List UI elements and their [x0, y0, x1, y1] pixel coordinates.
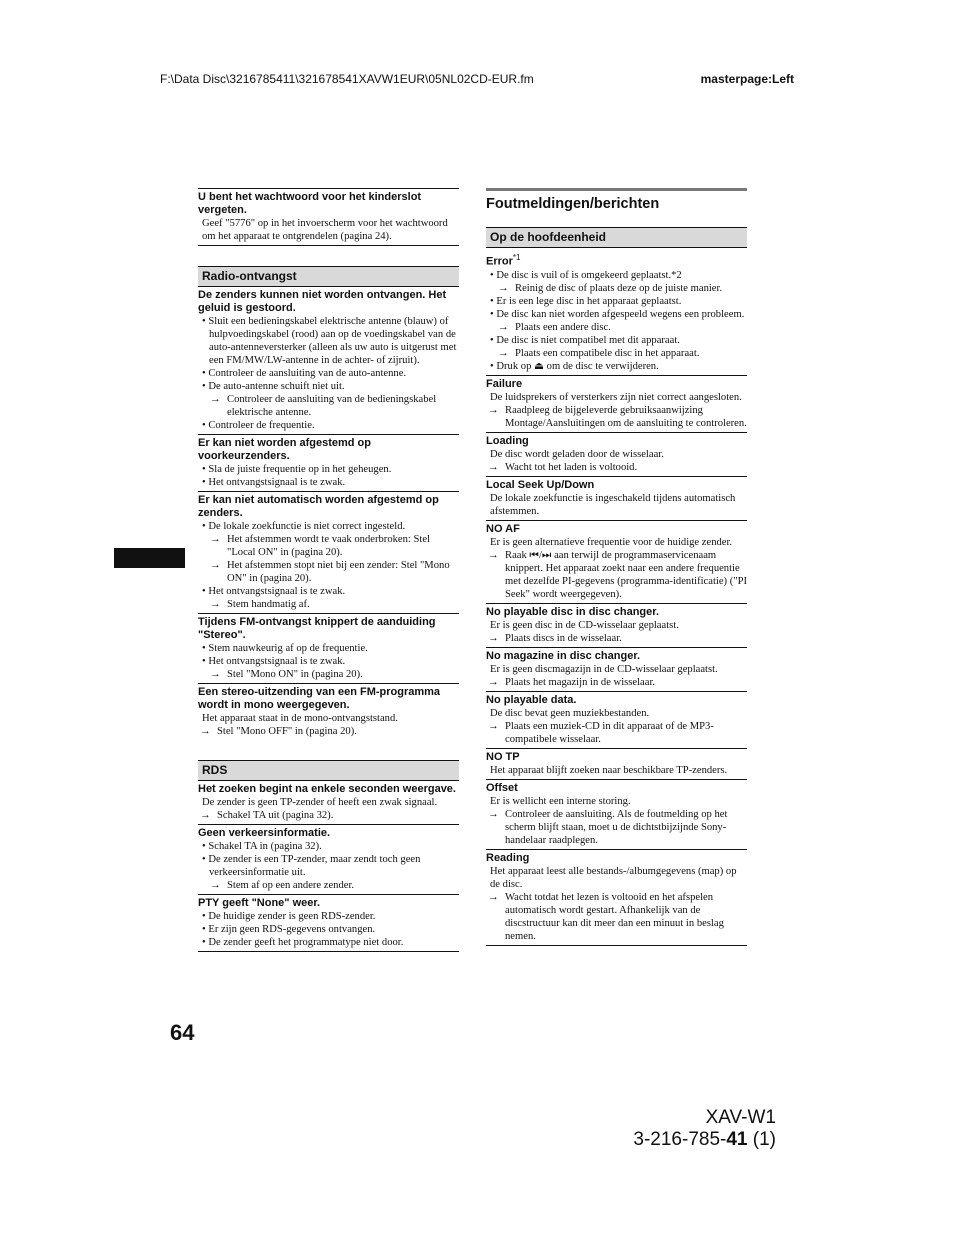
entry-desc: Er is geen disc in de CD-wisselaar geplaatst.	[490, 619, 679, 631]
entry	[198, 683, 459, 740]
action-item: → Het afstemmen stopt niet bij een zender: Stel "Mono ON" in (pagina 20).	[198, 559, 459, 585]
action-item: → Stem handmatig af.	[198, 598, 459, 611]
file-path: F:\Data Disc\3216785411\321678541XAVW1EUR\05NL02CD-EUR.fm	[160, 72, 534, 86]
entry	[486, 849, 747, 945]
entry-title: Offset	[486, 781, 518, 794]
action-item: → Wacht totdat het lezen is voltooid en het afspelen automatisch wordt gestart. Afhankelijk van de discstructuur kan dit meer dan een minuut in beslag nemen.	[486, 891, 747, 943]
entry	[198, 894, 459, 951]
page-number: 64	[170, 1020, 195, 1045]
action-item: → Stel "Mono OFF" in (pagina 20).	[198, 725, 459, 738]
entry-title: NO TP	[486, 750, 520, 763]
entry-title: Het zoeken begint na enkele seconden weergave.	[198, 783, 456, 795]
action-item: → Het afstemmen wordt te vaak onderbroken: Stel "Local ON" in (pagina 20).	[198, 533, 459, 559]
rule	[198, 951, 459, 952]
list-item: • Sluit een bedieningskabel elektrische antenne (blauw) of hulpvoedingskabel (rood) aan op de voedingskabel van de auto-antenneversterker (alleen als uw auto is uitgerust met een FM/MW/LW-antenne in de achter- of zijruit).	[198, 315, 459, 367]
list-item: • De zender geeft het programmatype niet door.	[198, 936, 459, 949]
list-item: • De disc is vuil of is omgekeerd geplaatst.*2	[486, 269, 747, 282]
list-item: • De auto-antenne schuift niet uit.	[198, 380, 459, 393]
section-tab-marker	[114, 548, 185, 568]
rule	[198, 245, 459, 246]
section-title: Radio-ontvangst	[198, 266, 459, 287]
entry-title: Geen verkeersinformatie.	[198, 827, 331, 839]
entry	[198, 491, 459, 613]
action-item: → Plaats het magazijn in de wisselaar.	[486, 676, 747, 689]
action-item: → Controleer de aansluiting van de bedieningskabel elektrische antenne.	[198, 393, 459, 419]
action-item: → Plaats discs in de wisselaar.	[486, 632, 747, 645]
list-item: • Controleer de frequentie.	[198, 419, 459, 432]
entry	[486, 432, 747, 476]
entry-title: Een stereo-uitzending van een FM-programma wordt in mono weergegeven.	[198, 686, 441, 711]
entry	[198, 781, 459, 824]
entry-title: No playable disc in disc changer.	[486, 605, 660, 618]
action-item: → Schakel TA uit (pagina 32).	[198, 809, 459, 822]
entry-title: No magazine in disc changer.	[486, 649, 641, 662]
action-item: → Controleer de aansluiting. Als de foutmelding op het scherm blijft staan, moet u de dichtstbijzijnde Sony-handelaar raadplegen.	[486, 808, 747, 847]
entry-title: Reading	[486, 851, 530, 864]
action-item: → Wacht tot het laden is voltooid.	[486, 461, 747, 474]
entry-desc: De zender is geen TP-zender of heeft een zwak signaal.	[202, 797, 438, 808]
model-name: XAV-W1	[705, 1107, 776, 1128]
entry-desc: Het apparaat leest alle bestands-/albumgegevens (map) op de disc.	[490, 865, 737, 890]
entry	[486, 248, 747, 375]
entry-desc: Er is geen alternatieve frequentie voor de huidige zender.	[490, 536, 733, 548]
entry-title: Local Seek Up/Down	[486, 478, 595, 491]
entry-title: Error$^{*1}$	[486, 253, 521, 268]
rule	[486, 945, 747, 946]
entry-title: De zenders kunnen niet worden ontvangen. Het geluid is gestoord.	[198, 289, 447, 314]
list-item: • Druk op ⏏ om de disc te verwijderen.	[486, 360, 747, 373]
entry-title: Loading	[486, 434, 529, 447]
entry-title: NO AF	[486, 522, 520, 535]
list-item: • De zender is een TP-zender, maar zendt toch geen verkeersinformatie uit.	[198, 853, 459, 879]
action-item: → Raadpleeg de bijgeleverde gebruiksaanwijzing Montage/Aansluitingen om de aansluiting te controleren.	[486, 404, 747, 430]
entry-desc: De disc wordt geladen door de wisselaar.	[490, 448, 664, 460]
entry	[486, 375, 747, 432]
entry	[486, 779, 747, 849]
list-item: • De disc kan niet worden afgespeeld wegens een probleem.	[486, 308, 747, 321]
entry-desc: Er is wellicht een interne storing.	[490, 795, 631, 807]
list-item: • Het ontvangstsignaal is te zwak.	[198, 585, 459, 598]
entry	[486, 647, 747, 691]
list-item: • Schakel TA in (pagina 32).	[198, 840, 459, 853]
entry-title: Tijdens FM-ontvangst knippert de aanduiding "Stereo".	[198, 616, 436, 641]
entry	[198, 824, 459, 894]
section-title: Op de hoofdeenheid	[486, 227, 747, 248]
left-column	[198, 188, 459, 952]
entry	[486, 520, 747, 603]
entry	[486, 476, 747, 520]
entry	[198, 613, 459, 683]
list-item: • De lokale zoekfunctie is niet correct ingesteld.	[198, 520, 459, 533]
list-item: • Controleer de aansluiting van de auto-antenne.	[198, 367, 459, 380]
action-item: → Plaats een andere disc.	[486, 321, 747, 334]
model-info	[633, 1107, 776, 1151]
action-item: → Raak ⏮/⏭ aan terwijl de programmaservicenaam knippert. Het apparaat zoekt naar een andere frequentie met dezelfde PI-gegevens (programma-identificatie) ("PI Seek" wordt weergegeven).	[486, 549, 747, 601]
list-item: • Het ontvangstsignaal is te zwak.	[198, 476, 459, 489]
entry-title: Er kan niet automatisch worden afgestemd op zenders.	[198, 494, 439, 519]
action-item: → Reinig de disc of plaats deze op de juiste manier.	[486, 282, 747, 295]
entry	[198, 287, 459, 434]
action-item: → Stel "Mono ON" in (pagina 20).	[198, 668, 459, 681]
action-item: → Plaats een muziek-CD in dit apparaat of de MP3-compatibele wisselaar.	[486, 720, 747, 746]
list-item: • Er zijn geen RDS-gegevens ontvangen.	[198, 923, 459, 936]
entry-title: PTY geeft "None" weer.	[198, 897, 321, 909]
entry-title: U bent het wachtwoord voor het kinderslot vergeten.	[198, 191, 422, 216]
entry	[198, 434, 459, 491]
entry-desc: Er is geen discmagazijn in de CD-wisselaar geplaatst.	[490, 663, 718, 675]
list-item: • Er is een lege disc in het apparaat geplaatst.	[486, 295, 747, 308]
action-item: → Stem af op een andere zender.	[198, 879, 459, 892]
section-title: RDS	[198, 760, 459, 781]
entry	[486, 603, 747, 647]
page-title: Foutmeldingen/berichten	[486, 196, 660, 212]
list-item: • Stem nauwkeurig af op de frequentie.	[198, 642, 459, 655]
list-item: • Het ontvangstsignaal is te zwak.	[198, 655, 459, 668]
entry-desc: Het apparaat staat in de mono-ontvangststand.	[202, 713, 398, 724]
model-code: 3-216-785-41 (1)	[633, 1129, 776, 1150]
entry	[486, 748, 747, 779]
entry-desc: Geef "5776" op in het invoerscherm voor het wachtwoord om het apparaat te ontgrendelen (pagina 24).	[202, 218, 448, 242]
right-column	[486, 188, 747, 946]
list-item: • De huidige zender is geen RDS-zender.	[198, 910, 459, 923]
entry	[486, 691, 747, 748]
entry-desc: Het apparaat blijft zoeken naar beschikbare TP-zenders.	[490, 764, 728, 776]
entry	[198, 188, 459, 245]
entry-desc: De lokale zoekfunctie is ingeschakeld tijdens automatisch afstemmen.	[490, 492, 736, 517]
entry-desc: De disc bevat geen muziekbestanden.	[490, 707, 650, 719]
entry-title: No playable data.	[486, 693, 577, 706]
list-item: • De disc is niet compatibel met dit apparaat.	[486, 334, 747, 347]
entry-title: Failure	[486, 377, 523, 390]
action-item: → Plaats een compatibele disc in het apparaat.	[486, 347, 747, 360]
masterpage-label: masterpage:Left	[700, 72, 794, 86]
entry-desc: De luidsprekers of versterkers zijn niet correct aangesloten.	[490, 391, 742, 403]
entry-title: Er kan niet worden afgestemd op voorkeurzenders.	[198, 437, 371, 462]
list-item: • Sla de juiste frequentie op in het geheugen.	[198, 463, 459, 476]
